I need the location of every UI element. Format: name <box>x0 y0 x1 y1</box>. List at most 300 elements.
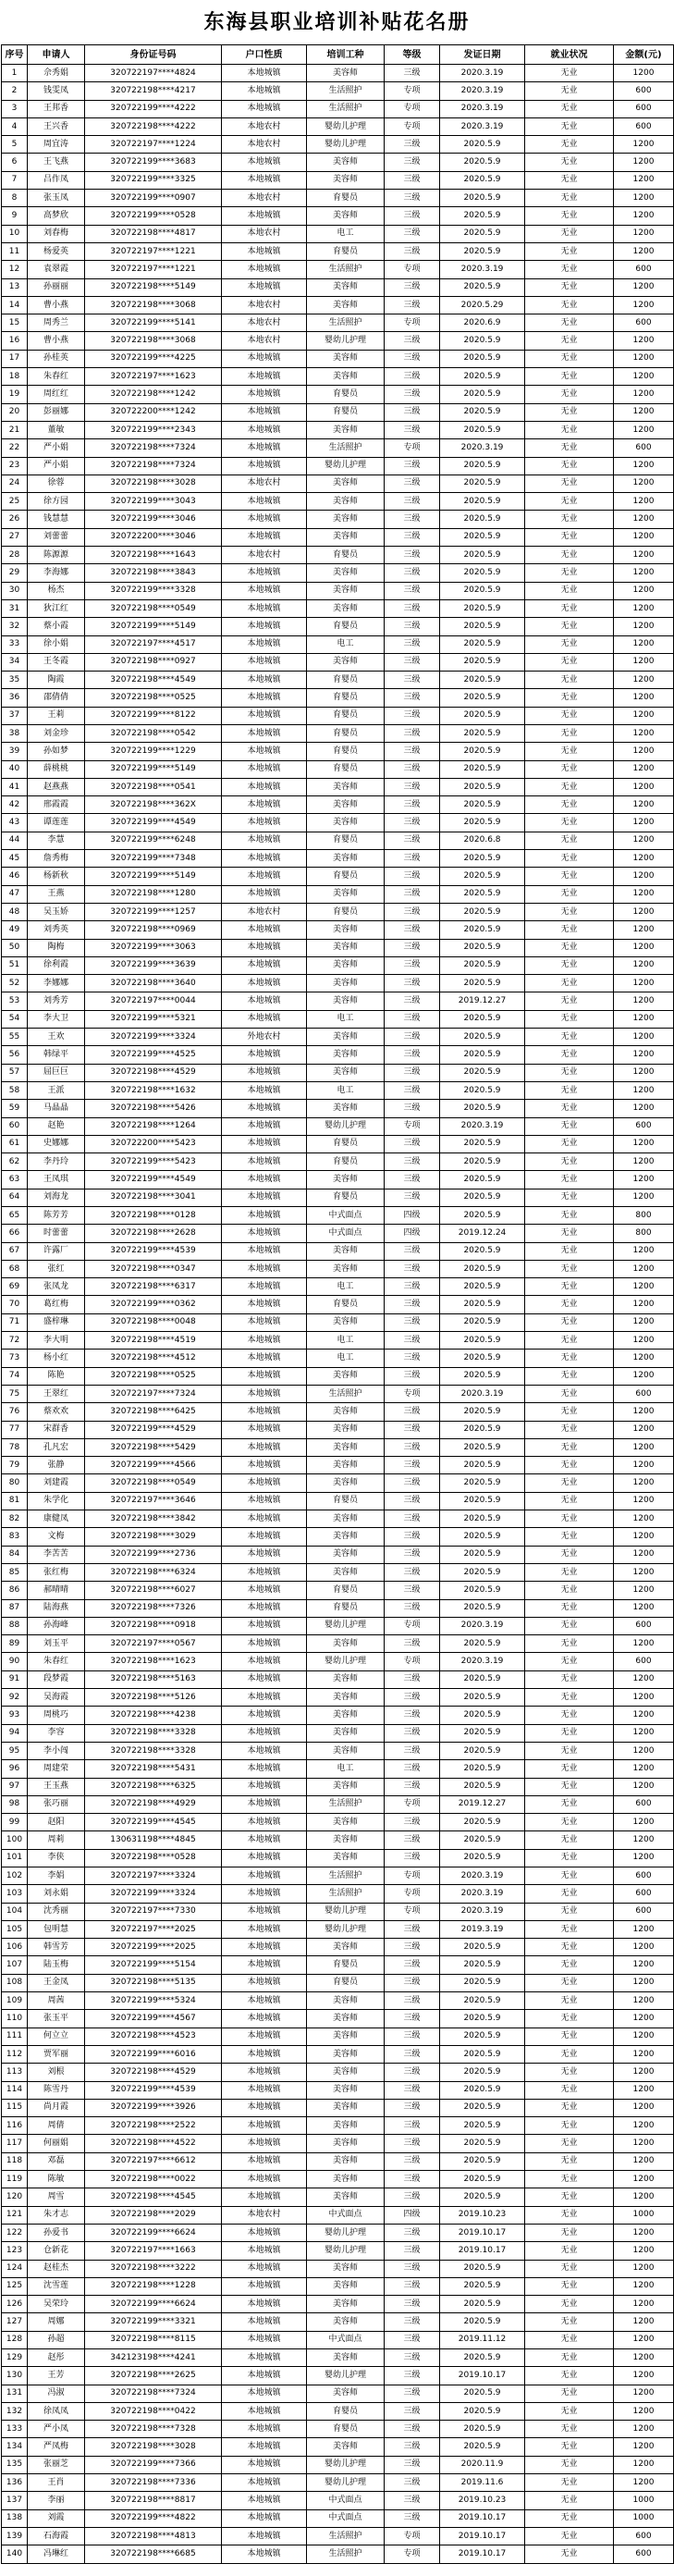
employment-status-cell: 无业 <box>525 1867 614 1884</box>
applicant-name-cell: 蔡小霞 <box>28 618 85 635</box>
id-number-cell: 320722198****5426 <box>85 1100 222 1117</box>
amount-cell: 1200 <box>614 225 674 242</box>
level-cell: 三级 <box>385 547 440 564</box>
employment-status-cell: 无业 <box>525 992 614 1010</box>
employment-status-cell: 无业 <box>525 1563 614 1581</box>
household-type-cell: 本地城镇 <box>222 1563 307 1581</box>
certificate-date-cell: 2020.5.9 <box>440 672 525 689</box>
household-type-cell: 本地城镇 <box>222 242 307 260</box>
applicant-name-cell: 刘建霞 <box>28 1474 85 1492</box>
row-number-cell: 133 <box>2 2421 28 2438</box>
table-row <box>2 2064 674 2081</box>
id-number-cell: 320722198****0422 <box>85 2402 222 2420</box>
level-cell: 三级 <box>385 2509 440 2527</box>
certificate-date-cell: 2020.5.9 <box>440 1457 525 1474</box>
table-row <box>2 1920 674 1938</box>
table-row <box>2 117 674 135</box>
household-type-cell: 本地城镇 <box>222 1831 307 1849</box>
table-row <box>2 1242 674 1260</box>
employment-status-cell: 无业 <box>525 724 614 742</box>
row-number-cell: 13 <box>2 278 28 296</box>
employment-status-cell: 无业 <box>525 2242 614 2260</box>
certificate-date-cell: 2019.10.17 <box>440 2509 525 2527</box>
household-type-cell: 本地城镇 <box>222 1689 307 1707</box>
certificate-date-cell: 2020.5.9 <box>440 2171 525 2188</box>
amount-cell: 1000 <box>614 2509 674 2527</box>
level-cell: 专项 <box>385 1117 440 1135</box>
amount-cell: 1200 <box>614 2349 674 2367</box>
id-number-cell: 320722198****3328 <box>85 1742 222 1759</box>
employment-status-cell: 无业 <box>525 1332 614 1350</box>
level-cell: 三级 <box>385 2313 440 2331</box>
training-trade-cell: 生活照护 <box>307 1867 385 1884</box>
amount-cell: 1200 <box>614 2135 674 2152</box>
row-number-cell: 117 <box>2 2135 28 2152</box>
employment-status-cell: 无业 <box>525 1081 614 1099</box>
household-type-cell: 本地城镇 <box>222 2135 307 2152</box>
applicant-name-cell: 周娜 <box>28 2313 85 2331</box>
amount-cell: 1200 <box>614 421 674 438</box>
table-row <box>2 1046 674 1064</box>
level-cell: 专项 <box>385 1885 440 1903</box>
row-number-cell: 95 <box>2 1742 28 1759</box>
certificate-date-cell: 2019.10.23 <box>440 2492 525 2509</box>
id-number-cell: 320722198****0549 <box>85 1474 222 1492</box>
row-number-cell: 2 <box>2 82 28 100</box>
id-number-cell: 320722197****7330 <box>85 1903 222 1920</box>
certificate-date-cell: 2020.3.19 <box>440 1885 525 1903</box>
household-type-cell: 本地城镇 <box>222 1385 307 1402</box>
id-number-cell: 320722199****0362 <box>85 1296 222 1313</box>
level-cell: 三级 <box>385 1492 440 1510</box>
certificate-date-cell: 2020.5.9 <box>440 1332 525 1350</box>
employment-status-cell: 无业 <box>525 1207 614 1225</box>
household-type-cell: 本地农村 <box>222 332 307 350</box>
training-trade-cell: 育婴员 <box>307 1582 385 1599</box>
level-cell: 专项 <box>385 1617 440 1634</box>
id-number-cell: 320722199****5149 <box>85 618 222 635</box>
table-row <box>2 832 674 849</box>
household-type-cell: 本地城镇 <box>222 1100 307 1117</box>
certificate-date-cell: 2019.12.27 <box>440 992 525 1010</box>
training-trade-cell: 育婴员 <box>307 1956 385 1974</box>
amount-cell: 1200 <box>614 1492 674 1510</box>
level-cell: 三级 <box>385 1064 440 1081</box>
id-number-cell: 320722198****7324 <box>85 2385 222 2402</box>
training-trade-cell: 美容师 <box>307 2135 385 2152</box>
amount-cell: 600 <box>614 2545 674 2563</box>
applicant-name-cell: 王飞燕 <box>28 154 85 171</box>
household-type-cell: 本地农村 <box>222 903 307 920</box>
table-row <box>2 1707 674 1724</box>
level-cell: 三级 <box>385 2081 440 2099</box>
certificate-date-cell: 2020.3.19 <box>440 1903 525 1920</box>
id-number-cell: 320722198****3640 <box>85 975 222 992</box>
certificate-date-cell: 2020.5.9 <box>440 1296 525 1313</box>
household-type-cell: 本地城镇 <box>222 796 307 814</box>
certificate-date-cell: 2020.11.9 <box>440 2456 525 2473</box>
table-row <box>2 885 674 903</box>
household-type-cell: 本地农村 <box>222 225 307 242</box>
id-number-cell: 320722199****1229 <box>85 743 222 760</box>
certificate-date-cell: 2020.5.9 <box>440 493 525 511</box>
employment-status-cell: 无业 <box>525 1724 614 1742</box>
table-row <box>2 939 674 956</box>
household-type-cell: 本地农村 <box>222 190 307 207</box>
employment-status-cell: 无业 <box>525 707 614 724</box>
household-type-cell: 本地城镇 <box>222 868 307 885</box>
certificate-date-cell: 2020.5.9 <box>440 1474 525 1492</box>
employment-status-cell: 无业 <box>525 2224 614 2241</box>
applicant-name-cell: 徐蓉 <box>28 475 85 492</box>
level-cell: 三级 <box>385 368 440 386</box>
table-row <box>2 1689 674 1707</box>
certificate-date-cell: 2020.5.9 <box>440 707 525 724</box>
table-row <box>2 2421 674 2438</box>
household-type-cell: 本地城镇 <box>222 760 307 778</box>
employment-status-cell: 无业 <box>525 207 614 225</box>
household-type-cell: 本地城镇 <box>222 1010 307 1028</box>
table-row <box>2 296 674 314</box>
certificate-date-cell: 2020.3.19 <box>440 261 525 278</box>
id-number-cell: 320722199****3321 <box>85 2313 222 2331</box>
amount-cell: 1200 <box>614 1135 674 1152</box>
employment-status-cell: 无业 <box>525 2331 614 2348</box>
row-number-cell: 48 <box>2 903 28 920</box>
level-cell: 三级 <box>385 689 440 707</box>
employment-status-cell: 无业 <box>525 2099 614 2116</box>
table-row <box>2 2045 674 2063</box>
household-type-cell: 本地城镇 <box>222 1242 307 1260</box>
employment-status-cell: 无业 <box>525 2206 614 2224</box>
amount-cell: 1200 <box>614 1742 674 1759</box>
certificate-date-cell: 2020.5.9 <box>440 368 525 386</box>
amount-cell: 1200 <box>614 832 674 849</box>
applicant-name-cell: 屈巨巨 <box>28 1064 85 1081</box>
applicant-name-cell: 李小闯 <box>28 1742 85 1759</box>
row-number-cell: 86 <box>2 1582 28 1599</box>
household-type-cell: 本地城镇 <box>222 1670 307 1688</box>
row-number-cell: 140 <box>2 2545 28 2563</box>
table-row <box>2 1582 674 1599</box>
training-trade-cell: 中式面点 <box>307 1225 385 1242</box>
household-type-cell: 本地城镇 <box>222 724 307 742</box>
level-cell: 三级 <box>385 1778 440 1795</box>
household-type-cell: 本地城镇 <box>222 1653 307 1670</box>
amount-cell: 1200 <box>614 332 674 350</box>
household-type-cell: 本地城镇 <box>222 1903 307 1920</box>
training-trade-cell: 生活照护 <box>307 314 385 332</box>
household-type-cell: 本地城镇 <box>222 1260 307 1277</box>
certificate-date-cell: 2020.5.9 <box>440 2045 525 2063</box>
certificate-date-cell: 2020.5.9 <box>440 2152 525 2170</box>
level-cell: 三级 <box>385 2188 440 2206</box>
table-row <box>2 992 674 1010</box>
level-cell: 三级 <box>385 582 440 599</box>
household-type-cell: 本地城镇 <box>222 2421 307 2438</box>
certificate-date-cell: 2019.12.24 <box>440 1225 525 1242</box>
level-cell: 三级 <box>385 2260 440 2277</box>
amount-cell: 1200 <box>614 2242 674 2260</box>
training-trade-cell: 美容师 <box>307 1778 385 1795</box>
training-trade-cell: 美容师 <box>307 956 385 974</box>
employment-status-cell: 无业 <box>525 1992 614 2010</box>
amount-cell: 1200 <box>614 2456 674 2473</box>
table-row <box>2 1207 674 1225</box>
amount-cell: 600 <box>614 1617 674 1634</box>
applicant-name-cell: 陈雪丹 <box>28 2081 85 2099</box>
amount-cell: 1200 <box>614 1421 674 1438</box>
row-number-cell: 33 <box>2 635 28 653</box>
household-type-cell: 本地城镇 <box>222 1867 307 1884</box>
table-row <box>2 154 674 171</box>
amount-cell: 1200 <box>614 2331 674 2348</box>
applicant-name-cell: 周红红 <box>28 386 85 403</box>
household-type-cell: 本地农村 <box>222 547 307 564</box>
employment-status-cell: 无业 <box>525 2260 614 2277</box>
id-number-cell: 320722199****4822 <box>85 2509 222 2527</box>
table-row <box>2 1438 674 1456</box>
certificate-date-cell: 2020.5.9 <box>440 1064 525 1081</box>
applicant-name-cell: 周建荣 <box>28 1760 85 1778</box>
level-cell: 三级 <box>385 1760 440 1778</box>
training-trade-cell: 美容师 <box>307 653 385 671</box>
level-cell: 三级 <box>385 2349 440 2367</box>
employment-status-cell: 无业 <box>525 2402 614 2420</box>
employment-status-cell: 无业 <box>525 1242 614 1260</box>
certificate-date-cell: 2020.5.9 <box>440 1189 525 1206</box>
level-cell: 三级 <box>385 1474 440 1492</box>
household-type-cell: 本地城镇 <box>222 1582 307 1599</box>
column-header: 申请人 <box>28 45 85 65</box>
applicant-name-cell: 陆海燕 <box>28 1599 85 1617</box>
certificate-date-cell: 2020.5.9 <box>440 475 525 492</box>
table-row <box>2 511 674 528</box>
certificate-date-cell: 2020.5.9 <box>440 1171 525 1189</box>
id-number-cell: 320722199****4567 <box>85 2010 222 2028</box>
id-number-cell: 320722199****5423 <box>85 1153 222 1171</box>
row-number-cell: 106 <box>2 1939 28 1956</box>
table-row <box>2 1903 674 1920</box>
id-number-cell: 320722198****5431 <box>85 1760 222 1778</box>
household-type-cell: 本地城镇 <box>222 1992 307 2010</box>
id-number-cell: 320722199****2343 <box>85 421 222 438</box>
amount-cell: 1200 <box>614 1313 674 1331</box>
household-type-cell: 本地城镇 <box>222 1974 307 1991</box>
certificate-date-cell: 2019.11.6 <box>440 2474 525 2492</box>
table-row <box>2 2081 674 2099</box>
certificate-date-cell: 2020.5.9 <box>440 1438 525 1456</box>
applicant-name-cell: 孙爱书 <box>28 2224 85 2241</box>
certificate-date-cell: 2020.5.9 <box>440 2349 525 2367</box>
row-number-cell: 123 <box>2 2242 28 2260</box>
row-number-cell: 110 <box>2 2010 28 2028</box>
level-cell: 三级 <box>385 1029 440 1046</box>
applicant-name-cell: 李容 <box>28 1724 85 1742</box>
amount-cell: 1200 <box>614 653 674 671</box>
table-row <box>2 1670 674 1688</box>
employment-status-cell: 无业 <box>525 332 614 350</box>
id-number-cell: 320722198****7326 <box>85 1599 222 1617</box>
applicant-name-cell: 韩雪芳 <box>28 1939 85 1956</box>
training-trade-cell: 生活照护 <box>307 82 385 100</box>
table-row <box>2 868 674 885</box>
row-number-cell: 74 <box>2 1367 28 1385</box>
level-cell: 三级 <box>385 778 440 795</box>
certificate-date-cell: 2020.3.19 <box>440 117 525 135</box>
table-row <box>2 2135 674 2152</box>
level-cell: 三级 <box>385 1939 440 1956</box>
id-number-cell: 320722198****4222 <box>85 117 222 135</box>
household-type-cell: 本地城镇 <box>222 2260 307 2277</box>
row-number-cell: 37 <box>2 707 28 724</box>
amount-cell: 1200 <box>614 1100 674 1117</box>
row-number-cell: 24 <box>2 475 28 492</box>
applicant-name-cell: 尚月霞 <box>28 2099 85 2116</box>
level-cell: 三级 <box>385 1599 440 1617</box>
row-number-cell: 9 <box>2 207 28 225</box>
level-cell: 三级 <box>385 1046 440 1064</box>
employment-status-cell: 无业 <box>525 278 614 296</box>
certificate-date-cell: 2020.5.9 <box>440 528 525 546</box>
employment-status-cell: 无业 <box>525 599 614 617</box>
level-cell: 三级 <box>385 1135 440 1152</box>
applicant-name-cell: 邢霞霞 <box>28 796 85 814</box>
level-cell: 三级 <box>385 1689 440 1707</box>
id-number-cell: 320722198****7336 <box>85 2474 222 2492</box>
employment-status-cell: 无业 <box>525 242 614 260</box>
applicant-name-cell: 盛梓琳 <box>28 1313 85 1331</box>
employment-status-cell: 无业 <box>525 1474 614 1492</box>
id-number-cell: 320722200****5423 <box>85 1135 222 1152</box>
table-row <box>2 1510 674 1528</box>
row-number-cell: 30 <box>2 582 28 599</box>
applicant-name-cell: 陈源源 <box>28 547 85 564</box>
employment-status-cell: 无业 <box>525 1135 614 1152</box>
level-cell: 三级 <box>385 992 440 1010</box>
level-cell: 三级 <box>385 2421 440 2438</box>
level-cell: 三级 <box>385 332 440 350</box>
employment-status-cell: 无业 <box>525 1367 614 1385</box>
training-trade-cell: 美容师 <box>307 1528 385 1546</box>
level-cell: 三级 <box>385 1189 440 1206</box>
employment-status-cell: 无业 <box>525 743 614 760</box>
id-number-cell: 320722198****1280 <box>85 885 222 903</box>
certificate-date-cell: 2020.5.9 <box>440 760 525 778</box>
household-type-cell: 本地城镇 <box>222 850 307 868</box>
id-number-cell: 320722199****5324 <box>85 1992 222 2010</box>
amount-cell: 1200 <box>614 2188 674 2206</box>
id-number-cell: 320722197****3646 <box>85 1492 222 1510</box>
household-type-cell: 本地城镇 <box>222 2099 307 2116</box>
household-type-cell: 本地城镇 <box>222 1367 307 1385</box>
amount-cell: 1200 <box>614 1670 674 1688</box>
amount-cell: 600 <box>614 2527 674 2545</box>
certificate-date-cell: 2020.5.9 <box>440 1242 525 1260</box>
training-trade-cell: 美容师 <box>307 2010 385 2028</box>
employment-status-cell: 无业 <box>525 171 614 189</box>
id-number-cell: 320722198****0525 <box>85 1367 222 1385</box>
amount-cell: 1200 <box>614 582 674 599</box>
row-number-cell: 32 <box>2 618 28 635</box>
household-type-cell: 本地城镇 <box>222 1189 307 1206</box>
employment-status-cell: 无业 <box>525 975 614 992</box>
amount-cell: 600 <box>614 261 674 278</box>
amount-cell: 800 <box>614 1225 674 1242</box>
applicant-name-cell: 贾军丽 <box>28 2045 85 2063</box>
amount-cell: 1200 <box>614 136 674 154</box>
amount-cell: 1200 <box>614 1778 674 1795</box>
level-cell: 三级 <box>385 1242 440 1260</box>
training-trade-cell: 美容师 <box>307 528 385 546</box>
household-type-cell: 本地城镇 <box>222 1403 307 1421</box>
applicant-name-cell: 李娟 <box>28 1867 85 1884</box>
table-row <box>2 1350 674 1367</box>
training-trade-cell: 美容师 <box>307 368 385 386</box>
employment-status-cell: 无业 <box>525 1457 614 1474</box>
certificate-date-cell: 2020.5.9 <box>440 1956 525 1974</box>
household-type-cell: 本地城镇 <box>222 278 307 296</box>
row-number-cell: 89 <box>2 1635 28 1653</box>
training-trade-cell: 婴幼儿护理 <box>307 2242 385 2260</box>
table-row <box>2 778 674 795</box>
amount-cell: 1200 <box>614 1599 674 1617</box>
certificate-date-cell: 2019.12.27 <box>440 1795 525 1813</box>
employment-status-cell: 无业 <box>525 528 614 546</box>
employment-status-cell: 无业 <box>525 1831 614 1849</box>
certificate-date-cell: 2019.10.23 <box>440 2206 525 2224</box>
row-number-cell: 7 <box>2 171 28 189</box>
row-number-cell: 98 <box>2 1795 28 1813</box>
employment-status-cell: 无业 <box>525 1653 614 1670</box>
household-type-cell: 本地城镇 <box>222 564 307 582</box>
household-type-cell: 本地城镇 <box>222 82 307 100</box>
id-number-cell: 320722199****0528 <box>85 207 222 225</box>
amount-cell: 1200 <box>614 475 674 492</box>
table-row <box>2 814 674 832</box>
table-row <box>2 136 674 154</box>
amount-cell: 1200 <box>614 2152 674 2170</box>
certificate-date-cell: 2020.5.9 <box>440 1814 525 1831</box>
row-number-cell: 79 <box>2 1457 28 1474</box>
row-number-cell: 75 <box>2 1385 28 1402</box>
table-row <box>2 2099 674 2116</box>
certificate-date-cell: 2020.5.9 <box>440 2421 525 2438</box>
row-number-cell: 50 <box>2 939 28 956</box>
certificate-date-cell: 2020.5.9 <box>440 2260 525 2277</box>
row-number-cell: 16 <box>2 332 28 350</box>
level-cell: 三级 <box>385 2331 440 2348</box>
certificate-date-cell: 2020.5.9 <box>440 1350 525 1367</box>
table-row <box>2 1885 674 1903</box>
training-trade-cell: 美容师 <box>307 1814 385 1831</box>
amount-cell: 1200 <box>614 278 674 296</box>
row-number-cell: 97 <box>2 1778 28 1795</box>
id-number-cell: 320722198****3041 <box>85 1189 222 1206</box>
applicant-name-cell: 王燕 <box>28 885 85 903</box>
applicant-name-cell: 赵阳 <box>28 1814 85 1831</box>
training-trade-cell: 美容师 <box>307 778 385 795</box>
applicant-name-cell: 朱春红 <box>28 1653 85 1670</box>
household-type-cell: 本地城镇 <box>222 1296 307 1313</box>
training-trade-cell: 美容师 <box>307 421 385 438</box>
applicant-name-cell: 何丽娟 <box>28 2135 85 2152</box>
applicant-name-cell: 陈艳 <box>28 1367 85 1385</box>
certificate-date-cell: 2020.3.19 <box>440 100 525 117</box>
household-type-cell: 本地城镇 <box>222 2277 307 2295</box>
training-trade-cell: 美容师 <box>307 1546 385 1563</box>
table-row <box>2 1385 674 1402</box>
